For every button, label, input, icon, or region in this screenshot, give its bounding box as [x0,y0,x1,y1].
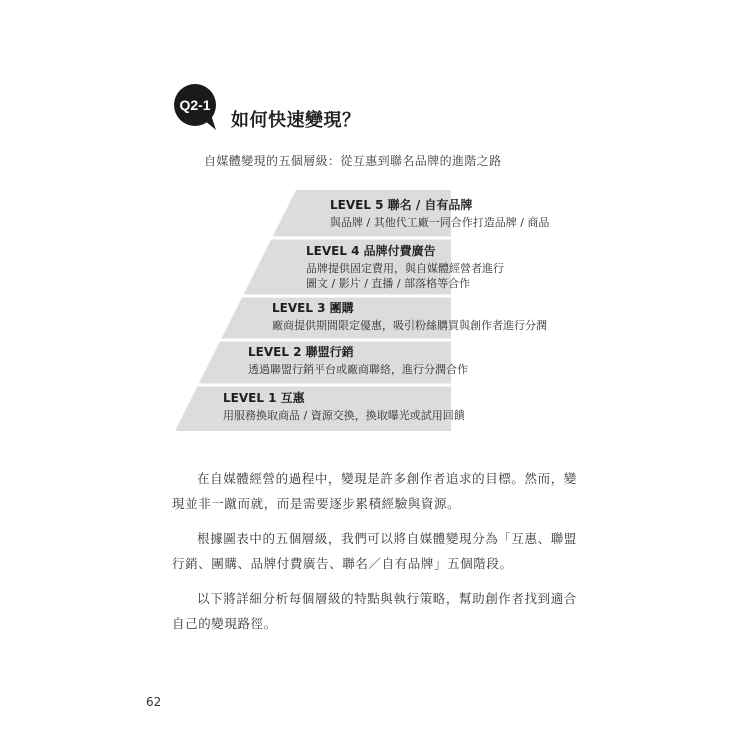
level-3-desc: 廠商提供期間限定優惠，吸引粉絲購買與創作者進行分潤 [272,319,547,332]
level-4-desc-line-2: 圖文 / 影片 / 直播 / 部落格等合作 [306,277,471,290]
level-4-desc-line-1: 品牌提供固定費用，與自媒體經營者進行 [306,262,504,275]
level-4 [306,244,504,291]
paragraph-3: 以下將詳細分析每個層級的特點與執行策略，幫助創作者找到適合自己的變現路徑。 [172,591,577,631]
level-5 [330,198,549,230]
pyramid-separator-4 [196,384,496,387]
page-number: 62 [146,695,162,709]
pyramid-separator-1 [270,237,570,240]
level-5-title: LEVEL 5 聯名 / 自有品牌 [330,198,473,212]
level-3-title: LEVEL 3 團購 [272,301,354,315]
five-level-pyramid-diagram [170,190,590,440]
diagram-subtitle: 自媒體變現的五個層級：從互惠到聯名品牌的進階之路 [204,154,502,168]
level-2-desc: 透過聯盟行銷平台或廠商聯絡，進行分潤合作 [248,363,468,376]
level-1 [223,391,465,423]
level-2-title: LEVEL 2 聯盟行銷 [248,345,354,359]
question-badge [171,82,221,132]
level-4-title: LEVEL 4 品牌付費廣告 [306,244,436,258]
body-text [172,466,582,646]
level-1-title: LEVEL 1 互惠 [223,391,305,405]
paragraph-1: 在自媒體經營的過程中，變現是許多創作者追求的目標。然而，變現並非一蹴而就，而是需要逐步累積經驗與資源。 [172,471,577,511]
speech-bubble-icon [171,82,221,132]
paragraph-2: 根據圖表中的五個層級，我們可以將自媒體變現分為「互惠、聯盟行銷、團購、品牌付費廣告、聯名／自有品牌」五個階段。 [172,531,577,571]
level-2 [248,345,468,377]
page-title: 如何快速變現？ [231,110,361,131]
badge-label: Q2-1 [179,97,211,113]
level-1-desc: 用服務換取商品 / 資源交換，換取曝光或試用回饋 [223,409,465,422]
pyramid-separator-2 [241,295,541,298]
pyramid-separator-3 [219,339,519,342]
level-5-desc: 與品牌 / 其他代工廠一同合作打造品牌 / 商品 [330,216,550,229]
level-3 [272,301,547,333]
